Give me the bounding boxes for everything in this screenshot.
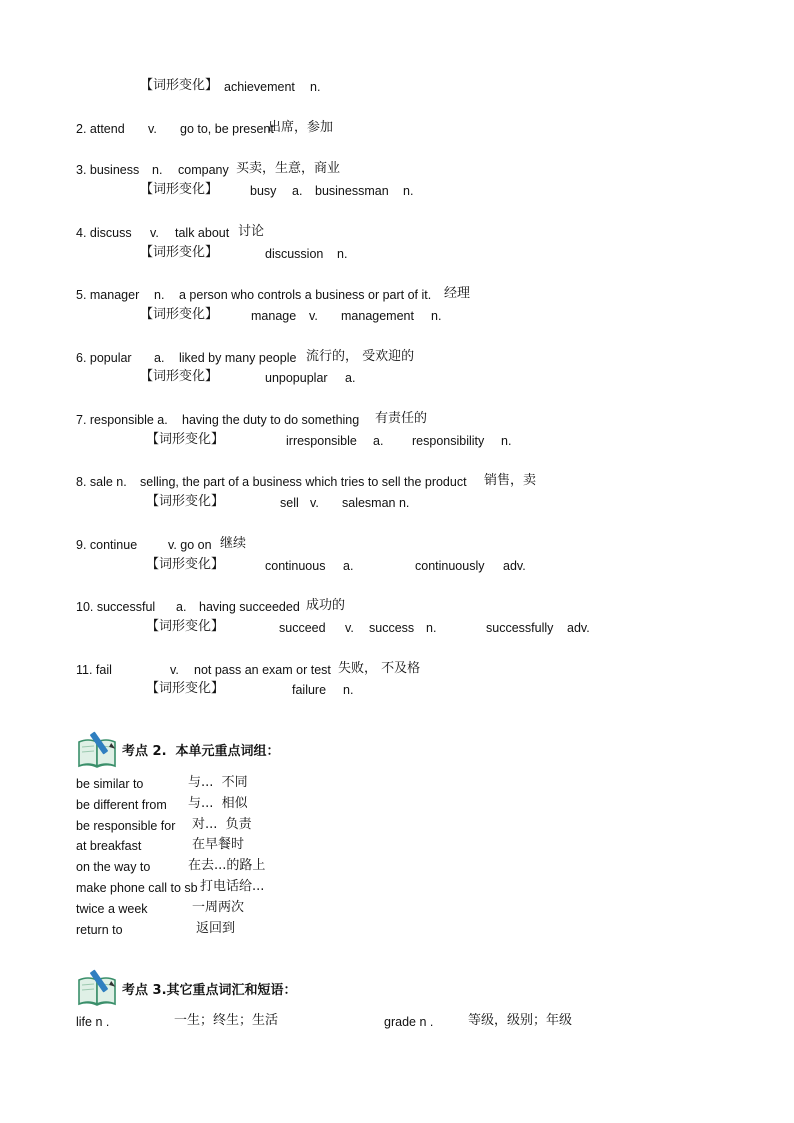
phrase-cn: 对... 负责 <box>192 817 252 832</box>
entry-chinese: 失败， 不及格 <box>338 661 421 676</box>
section-3-title: 考点 3.其它重点词汇和短语： <box>122 983 297 998</box>
word-form-tag: 【词形变化】 <box>140 369 219 384</box>
form-word: discussion <box>265 247 324 261</box>
form-word: management <box>341 309 414 323</box>
form-word: failure <box>292 683 327 697</box>
word-form-tag: 【词形变化】 <box>140 307 219 322</box>
entry-pos: v. <box>148 122 157 136</box>
word-form-tag: 【词形变化】 <box>140 182 219 197</box>
entry-definition: talk about <box>175 226 230 240</box>
entry-head: 2. attend <box>76 122 125 136</box>
phrase-cn: 打电话给... <box>200 879 265 894</box>
entry-chinese: 经理 <box>444 286 471 301</box>
word-form-tag: 【词形变化】 <box>146 557 225 572</box>
entry-definition: liked by many people <box>179 351 297 365</box>
form-word: achievement <box>224 80 295 94</box>
form-pos: n. <box>426 621 437 635</box>
entry-head: 6. popular <box>76 351 132 365</box>
form-pos: a. <box>373 434 384 448</box>
entry-head: 3. business <box>76 163 140 177</box>
word-form-tag: 【词形变化】 <box>140 245 219 260</box>
word-form-tag: 【词形变化】 <box>146 494 225 509</box>
entry-definition: company <box>178 163 229 177</box>
form-word: success <box>369 621 415 635</box>
form-word: continuous <box>265 559 326 573</box>
form-pos: n. <box>403 184 414 198</box>
form-word: continuously <box>415 559 485 573</box>
form-pos: adv. <box>567 621 590 635</box>
form-pos: n. <box>343 683 354 697</box>
word-form-tag: 【词形变化】 <box>140 78 219 93</box>
entry-chinese: 有责任的 <box>375 411 428 426</box>
word-form-tag: 【词形变化】 <box>146 681 225 696</box>
entry-head: 11. fail <box>76 663 112 677</box>
form-pos: v. <box>310 496 319 510</box>
phrase-en: on the way to <box>76 860 151 874</box>
entry-chinese: 出席，参加 <box>268 120 334 135</box>
form-word: irresponsible <box>286 434 357 448</box>
form-pos: n. <box>431 309 442 323</box>
vocab-cn: 一生；终生；生活 <box>174 1013 279 1028</box>
entry-definition: a person who controls a business or part of it. <box>179 288 432 302</box>
form-word: responsibility <box>412 434 485 448</box>
phrase-en: twice a week <box>76 902 148 916</box>
form-word: busy <box>250 184 277 198</box>
entry-definition: go to, be present <box>180 122 274 136</box>
phrase-en: be responsible for <box>76 819 176 833</box>
form-pos: v. <box>309 309 318 323</box>
entry-pos: a. <box>154 351 165 365</box>
word-form-tag: 【词形变化】 <box>146 619 225 634</box>
entry-definition: having the duty to do something <box>182 413 360 427</box>
entry-chinese: 买卖，生意，商业 <box>236 161 341 176</box>
form-pos: adv. <box>503 559 526 573</box>
vocab-cn: 等级，级别；年级 <box>468 1013 573 1028</box>
form-word: businessman <box>315 184 389 198</box>
entry-definition: selling, the part of a business which tries to sell the product <box>140 475 467 489</box>
entry-chinese: 流行的， 受欢迎的 <box>306 349 415 364</box>
entry-pos: n. <box>154 288 165 302</box>
word-form-tag: 【词形变化】 <box>146 432 225 447</box>
entry-chinese: 继续 <box>220 536 247 551</box>
book-pencil-icon <box>76 968 120 1008</box>
section-2-title: 考点 2. 本单元重点词组： <box>122 744 280 759</box>
form-pos: n. <box>337 247 348 261</box>
entry-head: 7. responsible a. <box>76 413 168 427</box>
entry-chinese: 销售，卖 <box>484 473 537 488</box>
phrase-en: return to <box>76 923 123 937</box>
form-pos: n. <box>501 434 512 448</box>
entry-head: 8. sale n. <box>76 475 127 489</box>
phrase-en: at breakfast <box>76 839 142 853</box>
entry-chinese: 成功的 <box>306 598 346 613</box>
entry-definition: not pass an exam or test <box>194 663 331 677</box>
form-word: salesman n. <box>342 496 410 510</box>
phrase-cn: 与... 不同 <box>188 775 248 790</box>
book-pencil-icon <box>76 730 120 770</box>
entry-head: 5. manager <box>76 288 140 302</box>
entry-pos: n. <box>152 163 163 177</box>
form-word: sell <box>280 496 299 510</box>
form-pos: a. <box>343 559 354 573</box>
form-pos: n. <box>310 80 321 94</box>
phrase-en: be similar to <box>76 777 144 791</box>
vocab-en: grade n . <box>384 1015 434 1029</box>
phrase-en: be different from <box>76 798 167 812</box>
form-pos: a. <box>345 371 356 385</box>
form-pos: v. <box>345 621 354 635</box>
phrase-en: make phone call to sb <box>76 881 198 895</box>
form-pos: a. <box>292 184 303 198</box>
entry-definition: having succeeded <box>199 600 300 614</box>
form-word: successfully <box>486 621 554 635</box>
form-word: unpopuplar <box>265 371 328 385</box>
entry-pos: a. <box>176 600 187 614</box>
entry-head: 10. successful <box>76 600 156 614</box>
form-word: manage <box>251 309 297 323</box>
entry-chinese: 讨论 <box>238 224 265 239</box>
phrase-cn: 在去...的路上 <box>188 858 266 873</box>
entry-pos: v. <box>170 663 179 677</box>
entry-pos: v. <box>150 226 159 240</box>
phrase-cn: 在早餐时 <box>192 837 245 852</box>
phrase-cn: 返回到 <box>196 921 236 936</box>
entry-definition: v. go on <box>168 538 212 552</box>
form-word: succeed <box>279 621 326 635</box>
phrase-cn: 与... 相似 <box>188 796 248 811</box>
entry-head: 4. discuss <box>76 226 132 240</box>
vocab-en: life n . <box>76 1015 110 1029</box>
entry-head: 9. continue <box>76 538 138 552</box>
phrase-cn: 一周两次 <box>192 900 245 915</box>
